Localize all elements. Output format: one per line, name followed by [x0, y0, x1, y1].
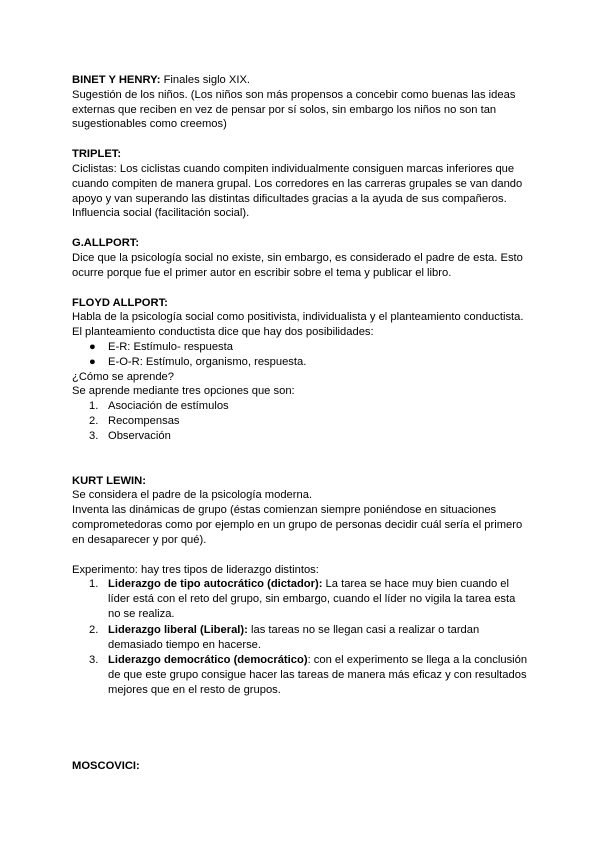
number-marker: 3. [89, 429, 99, 442]
number-marker: 1. [89, 400, 99, 413]
bullet-marker: ● [89, 340, 96, 353]
leadership-text: : con el experimento se llega a la conclusión de que este grupo consigue hacer las tareas de manera más eficaz y con resultados mejores que en el resto de grupos. [108, 654, 528, 696]
binet-heading-tail: Finales siglo XIX. [160, 74, 251, 86]
moscovici-heading: MOSCOVICI: [72, 759, 140, 772]
leadership-title: Liderazgo liberal (Liberal): [108, 623, 248, 636]
list-item [72, 399, 528, 414]
section-lewin [72, 474, 528, 698]
list-item [72, 653, 528, 697]
list-item [72, 414, 528, 429]
number-marker: 1. [89, 578, 99, 591]
section-gallport [72, 236, 528, 280]
list-item [72, 355, 528, 370]
triplet-body-2: Influencia social (facilitación social). [72, 207, 250, 220]
binet-heading-line [72, 73, 528, 88]
section-floyd [72, 296, 528, 444]
lewin-body-2: Inventa las dinámicas de grupo (éstas comienzan siempre poniéndose en situaciones comprometedoras como por ejemplo en un grupo de personas decidir cuál sería el primero en desaparecer y por qué). [72, 504, 523, 546]
floyd-body: Habla de la psicología social como positivista, individualista y el planteamiento conductista. [72, 311, 524, 324]
lewin-experiment: Experimento: hay tres tipos de liderazgo distintos: [72, 563, 319, 576]
triplet-body: Ciclistas: Los ciclistas cuando compiten individualmente consiguen marcas inferiores que cuando compiten de manera grupal. Los corredores en las carreras grupales se van dando apoyo y van superando las distintas dificultades gracias a la ayuda de sus compañeros. [72, 162, 523, 205]
floyd-options-list [72, 399, 528, 443]
leadership-text: La tarea se hace muy bien cuando el líder está con el reto del grupo, sin embargo, cuando el líder no vigila la tarea esta no se realiza. [108, 578, 516, 620]
list-item [72, 577, 528, 621]
gallport-body: Dice que la psicología social no existe, sin embargo, es considerado el padre de esta. Esto ocurre porque fue el primer autor en escribir sobre el tema y publicar el libro. [72, 251, 523, 279]
section-moscovici [72, 759, 528, 774]
floyd-body-2: El planteamiento conductista dice que hay dos posibilidades: [72, 326, 374, 339]
list-item [72, 340, 528, 355]
floyd-intro: Se aprende mediante tres opciones que son: [72, 385, 295, 398]
section-binet [72, 73, 528, 132]
number-marker: 3. [89, 654, 99, 667]
bullet-text: E-O-R: Estímulo, organismo, respuesta. [108, 355, 307, 368]
leadership-text: las tareas no se llegan casi a realizar o tardan demasiado tiempo en hacerse. [108, 623, 480, 651]
leadership-title: Liderazgo de tipo autocrático (dictador): [108, 578, 323, 591]
leadership-title: Liderazgo democrático (democrático) [108, 654, 308, 667]
section-triplet [72, 147, 528, 221]
floyd-question: ¿Cómo se aprende? [72, 370, 174, 383]
bullet-marker: ● [89, 355, 96, 368]
number-marker: 2. [89, 414, 99, 427]
bullet-text: E-R: Estímulo- respuesta [108, 340, 233, 353]
triplet-heading: TRIPLET: [72, 148, 122, 161]
document-content [72, 73, 528, 773]
gallport-heading: G.ALLPORT: [72, 237, 140, 250]
option-text: Recompensas [108, 414, 180, 427]
list-item [72, 429, 528, 444]
number-marker: 2. [89, 623, 99, 636]
lewin-leadership-list [72, 577, 528, 697]
binet-body: Sugestión de los niños. (Los niños son más propensos a concebir como buenas las ideas externas que reciben en vez de pensar por sí solos, sin embargo los niños no son tan sugestionables como creemos) [72, 88, 516, 131]
lewin-body: Se considera el padre de la psicología moderna. [72, 489, 313, 502]
list-item [72, 623, 528, 653]
floyd-heading: FLOYD ALLPORT: [72, 296, 168, 309]
lewin-heading: KURT LEWIN: [72, 474, 146, 487]
option-text: Observación [108, 429, 171, 442]
floyd-bullet-list [72, 340, 528, 370]
binet-heading: BINET Y HENRY: [72, 74, 161, 86]
option-text: Asociación de estímulos [108, 400, 229, 413]
